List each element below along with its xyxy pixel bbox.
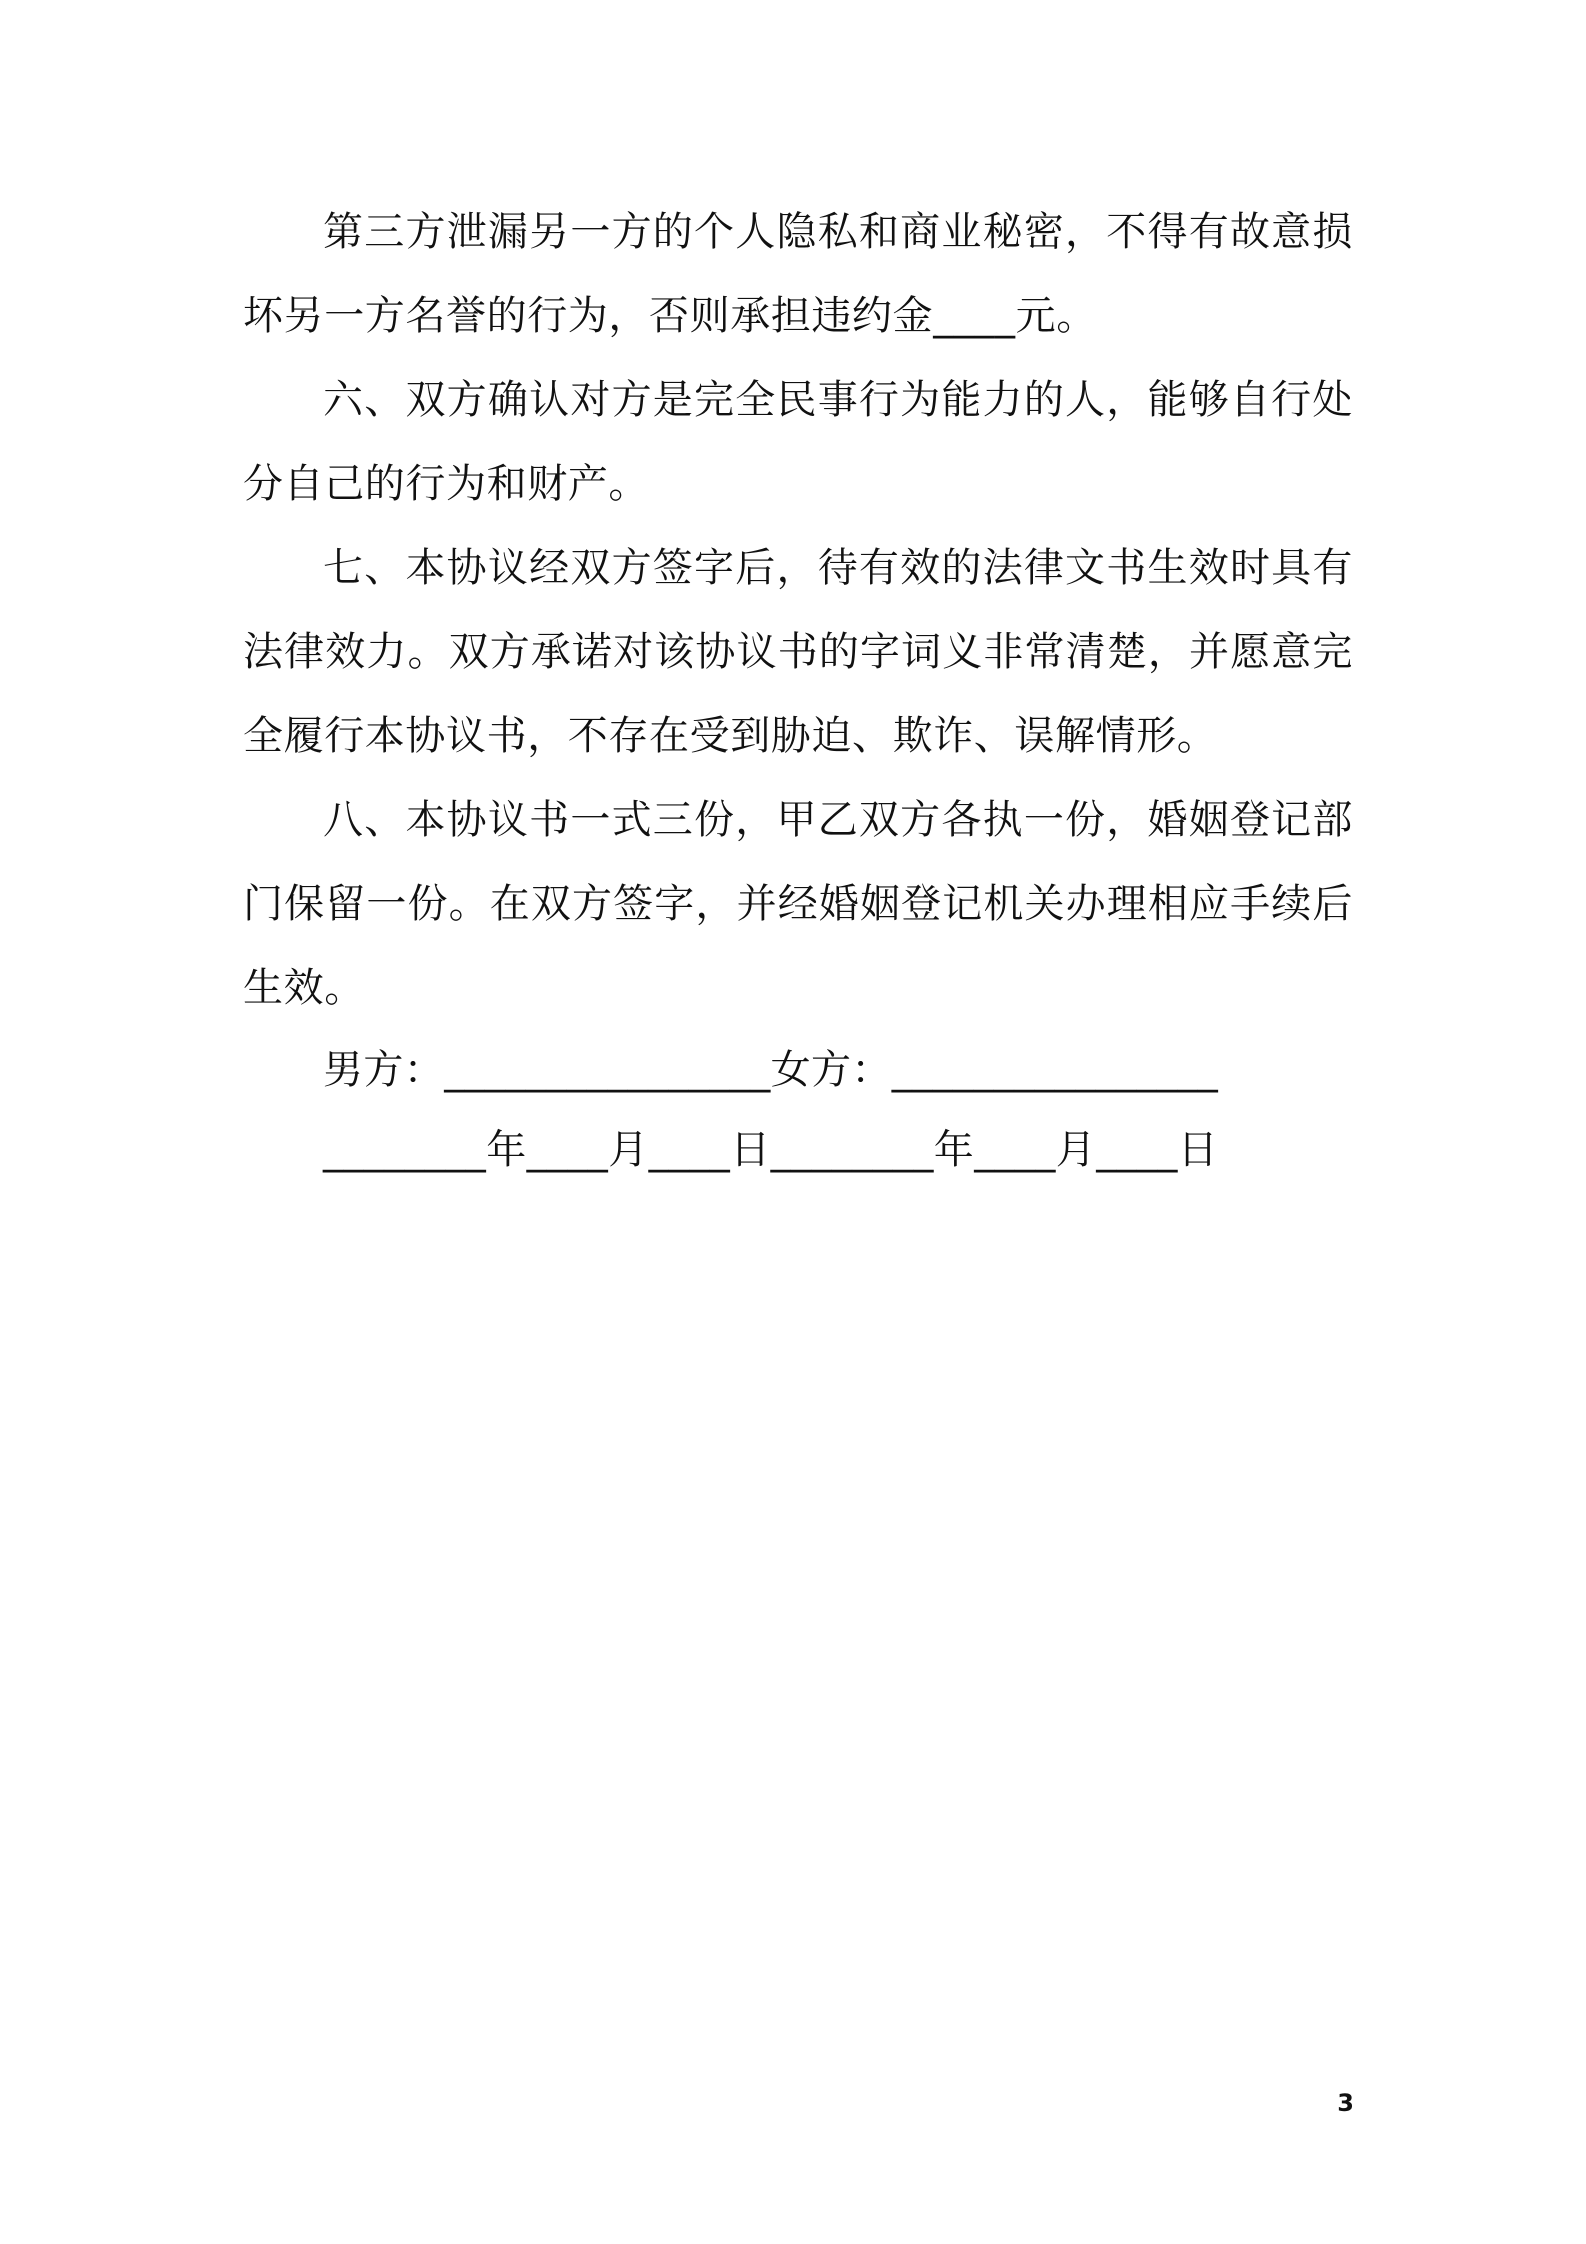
paragraph-clause-eight: 八、本协议书一式三份，甲乙双方各执一份，婚姻登记部门保留一份。在双方签字，并经婚姻登记机关办理相应手续后生效。 — [243, 797, 1353, 1011]
signature-names-line: 男方：________________女方：________________ — [323, 1047, 1219, 1093]
page-number: 3 — [1337, 2089, 1354, 2117]
paragraph-clause-six: 六、双方确认对方是完全民事行为能力的人，能够自行处分自己的行为和财产。 — [243, 377, 1353, 507]
paragraph-clause-seven: 七、本协议经双方签字后，待有效的法律文书生效时具有法律效力。双方承诺对该协议书的字词义非常清楚，并愿意完全履行本协议书，不存在受到胁迫、欺诈、误解情形。 — [243, 545, 1353, 759]
paragraph-continued: 第三方泄漏另一方的个人隐私和商业秘密，不得有故意损坏另一方名誉的行为，否则承担违约金____元。 — [243, 209, 1353, 339]
signature-dates-line: ________年____月____日________年____月____日 — [323, 1127, 1219, 1173]
document-body — [243, 190, 1353, 1190]
